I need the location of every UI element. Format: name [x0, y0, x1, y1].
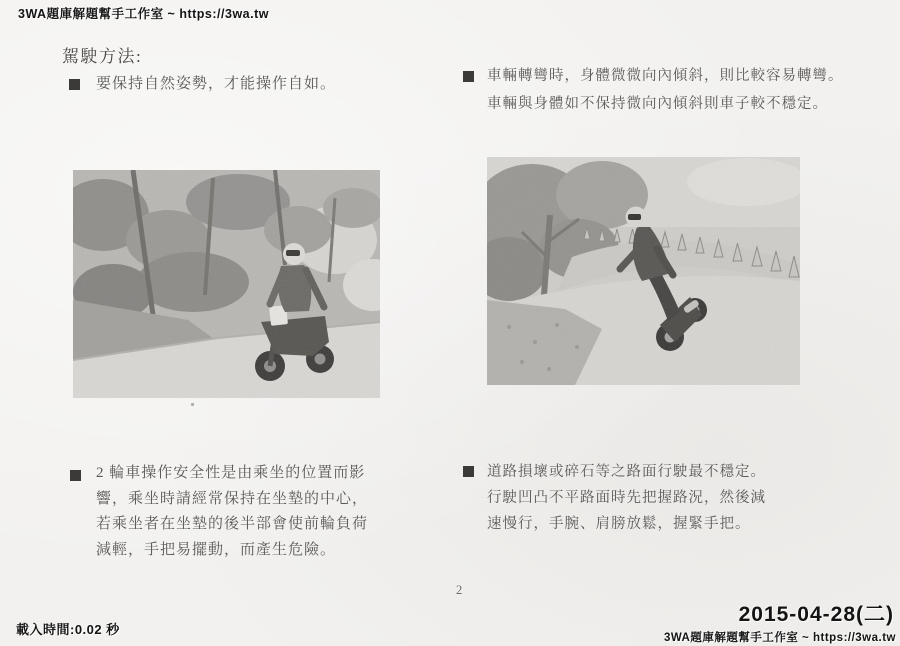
bullet-square-icon — [69, 79, 80, 90]
bullet-line: 道路損壞或碎石等之路面行駛最不穩定。 — [487, 464, 766, 480]
bullet-square-icon — [463, 71, 474, 82]
bullet-line: 減輕，手把易擺動，而產生危險。 — [96, 541, 337, 558]
photo-illustration — [73, 170, 380, 398]
page-title: 駕駛方法: — [62, 47, 143, 66]
watermark-top: 3WA題庫解題幫手工作室 ~ https://3wa.tw — [18, 7, 269, 21]
bullet-item — [96, 461, 368, 563]
bullet-line: 若乘坐者在坐墊的後半部會使前輪負荷 — [96, 516, 369, 532]
bullet-square-icon — [463, 466, 474, 477]
bullet-item — [487, 459, 766, 537]
date-stamp: 2015-04-28(二) — [738, 603, 894, 626]
bullet-item — [96, 71, 336, 97]
bullet-line: 要保持自然姿勢，才能操作自如。 — [96, 76, 337, 92]
bullet-square-icon — [70, 470, 81, 481]
bullet-line: 行駛凹凸不平路面時先把握路況，然後減 — [487, 490, 766, 506]
bullet-line: 車輛與身體如不保持微向內傾斜則車子較不穩定。 — [487, 96, 828, 112]
motorcycle-rider-straight-photo — [73, 170, 380, 398]
bullet-line: 速慢行，手腕、肩膀放鬆，握緊手把。 — [487, 516, 751, 532]
motorcycle-rider-cornering-photo — [487, 157, 800, 385]
scan-artifact-speck — [191, 403, 194, 406]
watermark-bottom: 3WA題庫解題幫手工作室 ~ https://3wa.tw — [663, 632, 896, 644]
photo-illustration — [487, 157, 800, 385]
bullet-line: 車輛轉彎時，身體微微向內傾斜，則比較容易轉彎。 — [487, 68, 844, 84]
page-number: 2 — [456, 583, 463, 597]
bullet-line: 2 輪車操作安全性是由乘坐的位置而影 — [96, 465, 366, 481]
load-time-label: 載入時間:0.02 秒 — [16, 622, 120, 637]
bullet-item — [487, 62, 844, 118]
bullet-line: 響，乘坐時請經常保持在坐墊的中心， — [96, 490, 369, 507]
